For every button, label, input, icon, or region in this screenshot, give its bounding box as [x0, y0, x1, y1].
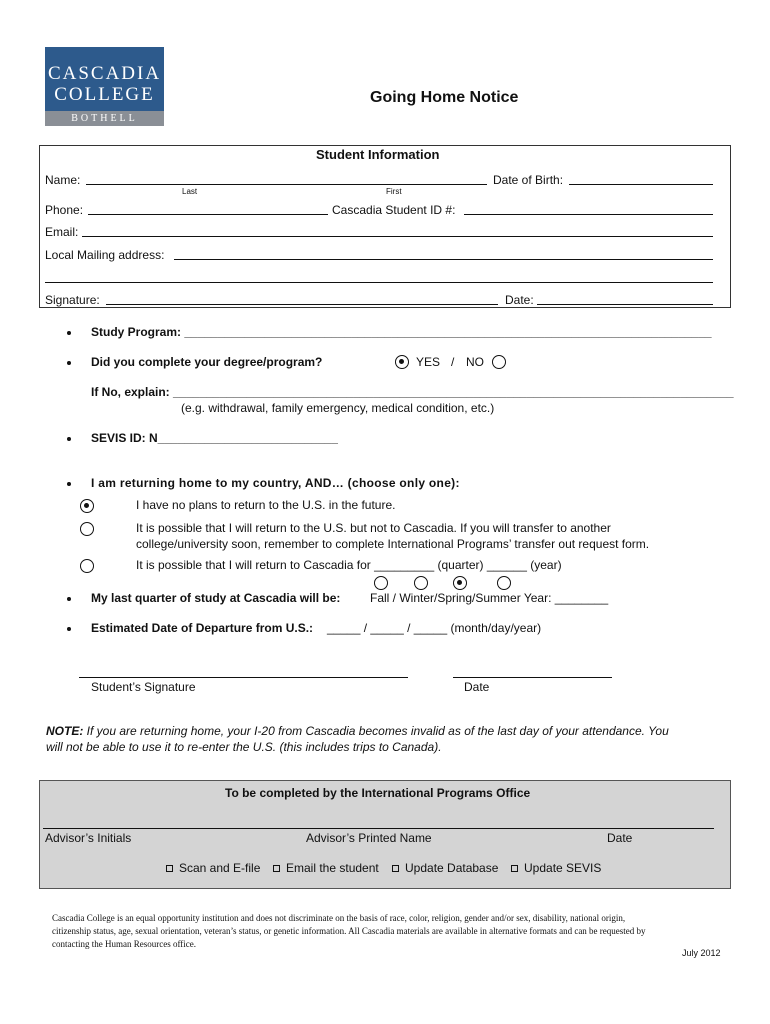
note-text: If you are returning home, your I-20 from Cascadia becomes invalid as of the last day of your attendance. You — [83, 724, 669, 738]
sevis-id-label: SEVIS ID: N___________________________ — [91, 431, 338, 445]
departure-format: _____ / _____ / _____ (month/day/year) — [327, 621, 542, 635]
logo-line-3: BOTHELL — [45, 111, 164, 126]
college-logo — [45, 47, 164, 126]
checkbox-icon — [273, 865, 280, 872]
signature-field[interactable] — [106, 304, 498, 305]
student-id-label: Cascadia Student ID #: — [332, 203, 456, 217]
complete-question: Did you complete your degree/program? — [91, 355, 323, 369]
yes-radio[interactable] — [395, 355, 409, 369]
quarter-winter-radio[interactable] — [414, 576, 428, 590]
bullet — [67, 361, 71, 365]
signature-date-caption: Date — [464, 680, 490, 694]
quarter-fall-radio[interactable] — [374, 576, 388, 590]
student-signature-label: Student’s Signature — [91, 680, 196, 694]
note — [46, 724, 669, 738]
footer-date: July 2012 — [682, 948, 721, 958]
bullet — [67, 331, 71, 335]
address-field[interactable] — [174, 259, 713, 260]
footer-line-3: contacting the Human Resources office. — [52, 939, 197, 949]
name-field[interactable] — [86, 184, 487, 185]
check-update-database[interactable]: Update Database — [392, 861, 498, 875]
checkbox-icon — [166, 865, 173, 872]
returning-heading: I am returning home to my country, AND… (choose only one): — [91, 476, 460, 490]
office-heading: To be completed by the International Programs Office — [225, 786, 531, 800]
phone-label: Phone: — [45, 203, 84, 217]
explain-label: If No, explain: ____________________________________________________________________________________ — [91, 385, 734, 399]
dob-label: Date of Birth: — [493, 173, 564, 187]
signature-label: Signature: — [45, 293, 100, 307]
address-field-line-2[interactable] — [45, 282, 713, 283]
quarter-spring-radio[interactable] — [453, 576, 467, 590]
no-label: NO — [466, 355, 484, 369]
explain-hint: (e.g. withdrawal, family emergency, medical condition, etc.) — [181, 401, 495, 415]
last-quarter-options: Fall / Winter/Spring/Summer Year: ________ — [370, 591, 609, 605]
email-label: Email: — [45, 225, 79, 239]
note-text-2: will not be able to use it to re-enter the U.S. (this includes trips to Canada). — [46, 740, 442, 754]
address-label: Local Mailing address: — [45, 248, 165, 262]
footer-line-2: citizenship status, age, sexual orientation, veteran’s status, or genetic information. All Cascadia materials are available in alternative formats and can be requested by — [52, 926, 646, 936]
student-id-field[interactable] — [464, 214, 713, 215]
student-information-box — [39, 145, 731, 308]
logo-line-1: CASCADIA — [47, 63, 162, 84]
page-title: Going Home Notice — [370, 89, 519, 106]
departure-label: Estimated Date of Departure from U.S.: — [91, 621, 314, 635]
bullet — [67, 437, 71, 441]
option-return-cascadia-radio[interactable] — [80, 559, 94, 573]
bullet — [67, 627, 71, 631]
check-email-student[interactable]: Email the student — [273, 861, 379, 875]
first-name-caption: First — [386, 187, 402, 196]
option-return-us-text: It is possible that I will return to the U.S. but not to Cascadia. If you will transfer to another — [136, 521, 611, 535]
check-update-sevis[interactable]: Update SEVIS — [511, 861, 601, 875]
advisor-initials-label: Advisor’s Initials — [45, 831, 132, 845]
option-no-return-text: I have no plans to return to the U.S. in the future. — [136, 498, 396, 512]
option-no-return-radio[interactable] — [80, 499, 94, 513]
advisor-printed-name-label: Advisor’s Printed Name — [306, 831, 432, 845]
advisor-line[interactable] — [43, 828, 714, 829]
advisor-date-label: Date — [607, 831, 633, 845]
yes-no-separator: / — [451, 355, 455, 369]
note-label: NOTE: — [46, 724, 84, 738]
student-info-heading: Student Information — [316, 147, 440, 162]
student-signature-line[interactable] — [79, 677, 408, 678]
last-quarter-label: My last quarter of study at Cascadia will be: — [91, 591, 341, 605]
dob-field[interactable] — [569, 184, 713, 185]
checkbox-icon — [511, 865, 518, 872]
yes-label: YES — [416, 355, 441, 369]
study-program-label: Study Program: _______________________________________________________________________________ — [91, 325, 712, 339]
quarter-summer-radio[interactable] — [497, 576, 511, 590]
option-return-cascadia-text: It is possible that I will return to Cascadia for _________ (quarter) ______ (year) — [136, 558, 562, 572]
option-return-us-radio[interactable] — [80, 522, 94, 536]
no-radio[interactable] — [492, 355, 506, 369]
option-return-us-text-2: college/university soon, remember to complete International Programs’ transfer out request form. — [136, 537, 650, 551]
last-name-caption: Last — [182, 187, 198, 196]
bullet — [67, 482, 71, 486]
bullet — [67, 597, 71, 601]
email-field[interactable] — [82, 236, 713, 237]
phone-field[interactable] — [88, 214, 328, 215]
logo-line-2: COLLEGE — [54, 84, 155, 105]
check-scan-efile[interactable]: Scan and E-file — [166, 861, 260, 875]
checkbox-icon — [392, 865, 399, 872]
footer-line-1: Cascadia College is an equal opportunity institution and does not discriminate on the basis of race, color, religion, gender and/or sex, disability, national origin, — [52, 913, 626, 923]
name-label: Name: — [45, 173, 81, 187]
signature-date-line[interactable] — [453, 677, 612, 678]
signature-date-field[interactable] — [537, 304, 713, 305]
signature-date-label: Date: — [505, 293, 534, 307]
